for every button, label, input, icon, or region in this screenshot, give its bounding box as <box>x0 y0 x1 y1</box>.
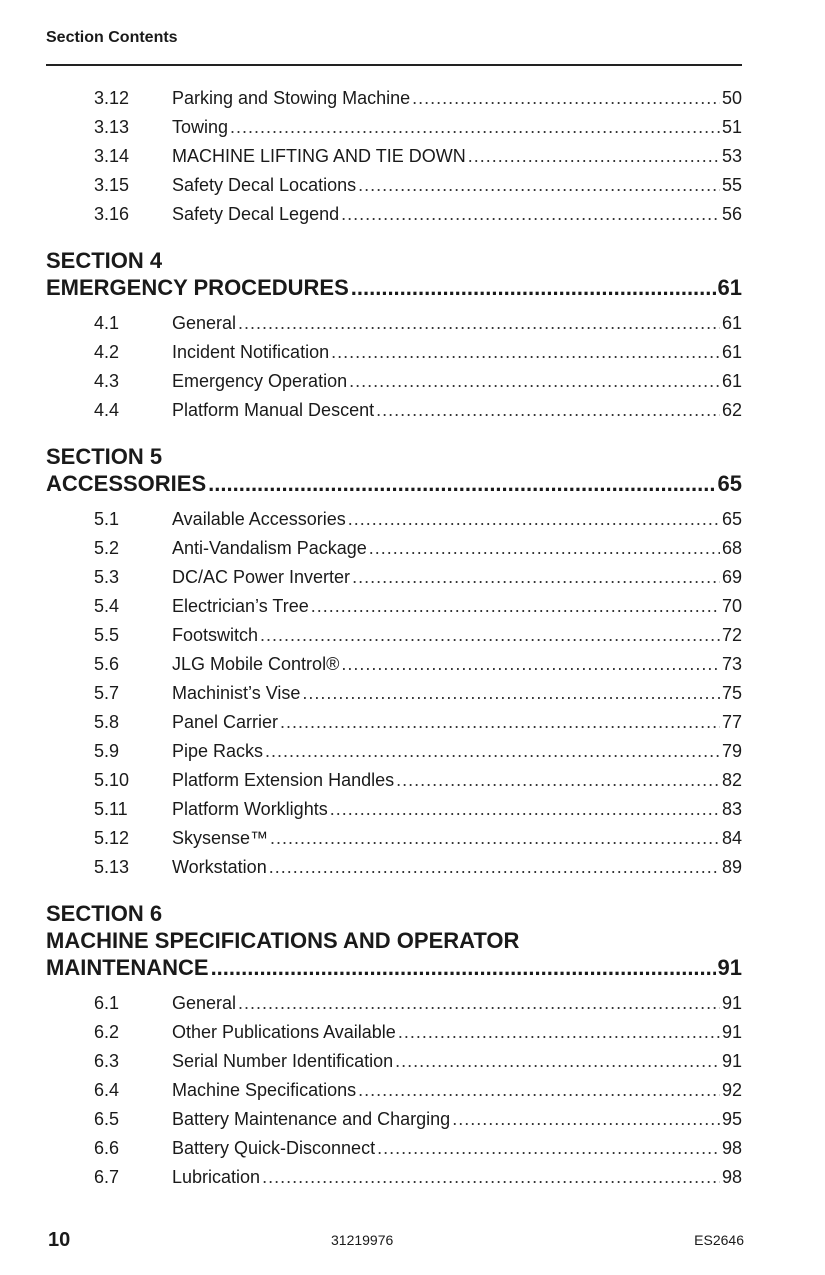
page-header <box>46 28 742 66</box>
dot-leader <box>269 853 720 882</box>
entry-page: 79 <box>721 741 742 761</box>
toc-entry[interactable] <box>46 708 742 737</box>
page-footer <box>46 1229 744 1253</box>
dot-leader <box>238 309 720 338</box>
toc-entry[interactable] <box>46 309 742 338</box>
toc-entry[interactable] <box>46 396 742 425</box>
entry-title: Battery Quick-Disconnect <box>172 1138 376 1158</box>
section-heading-line: SECTION 4 <box>46 248 163 273</box>
entry-number: 5.2 <box>94 538 120 558</box>
entry-page: 92 <box>721 1080 742 1100</box>
toc-entry[interactable] <box>46 1105 742 1134</box>
entry-page: 91 <box>721 1022 742 1042</box>
dot-leader <box>468 142 720 171</box>
entry-page: 50 <box>721 88 742 108</box>
entry-number: 6.1 <box>94 993 120 1013</box>
dot-leader <box>265 737 720 766</box>
dot-leader <box>358 171 720 200</box>
dot-leader <box>331 338 720 367</box>
entry-number: 5.11 <box>94 799 128 819</box>
section-heading-title: ACCESSORIES <box>46 471 207 496</box>
entry-page: 89 <box>721 857 742 877</box>
entry-page: 56 <box>721 204 742 224</box>
entry-page: 75 <box>721 683 742 703</box>
dot-leader <box>398 1018 720 1047</box>
entry-page: 82 <box>721 770 742 790</box>
entry-title: Available Accessories <box>172 509 346 529</box>
section-heading-line: SECTION 5 <box>46 444 163 469</box>
toc-entry[interactable] <box>46 592 742 621</box>
entry-page: 61 <box>721 371 742 391</box>
entry-title: Panel Carrier <box>172 712 279 732</box>
toc-entry[interactable] <box>46 989 742 1018</box>
toc-entry[interactable] <box>46 737 742 766</box>
section-heading-line: MACHINE SPECIFICATIONS AND OPERATOR <box>46 928 520 953</box>
entry-title: Anti-Vandalism Package <box>172 538 367 558</box>
entry-page: 84 <box>721 828 742 848</box>
dot-leader <box>302 679 720 708</box>
entry-page: 61 <box>721 313 742 333</box>
entry-page: 70 <box>721 596 742 616</box>
dot-leader <box>348 505 720 534</box>
table-of-contents <box>46 84 742 1192</box>
header-divider <box>46 64 742 66</box>
entry-number: 5.8 <box>94 712 120 732</box>
entry-number: 6.2 <box>94 1022 120 1042</box>
entry-number: 3.16 <box>94 204 130 224</box>
entry-number: 5.7 <box>94 683 120 703</box>
toc-entry[interactable] <box>46 1134 742 1163</box>
toc-section <box>46 443 742 882</box>
dot-leader <box>396 766 720 795</box>
entry-number: 6.5 <box>94 1109 120 1129</box>
dot-leader <box>358 1076 720 1105</box>
entry-page: 73 <box>721 654 742 674</box>
toc-entry[interactable] <box>46 766 742 795</box>
entry-title: Other Publications Available <box>172 1022 396 1042</box>
dot-leader <box>208 470 715 497</box>
section-heading[interactable] <box>46 443 742 497</box>
dot-leader <box>351 274 716 301</box>
entry-title: Towing <box>172 117 229 137</box>
footer-model: ES2646 <box>694 1232 744 1248</box>
section-entries <box>46 989 742 1192</box>
dot-leader <box>352 563 720 592</box>
entry-number: 4.3 <box>94 371 120 391</box>
entry-title: Serial Number Identification <box>172 1051 394 1071</box>
entry-number: 5.3 <box>94 567 120 587</box>
entry-number: 6.3 <box>94 1051 120 1071</box>
entry-page: 68 <box>721 538 742 558</box>
toc-entry[interactable] <box>46 650 742 679</box>
entry-title: Platform Extension Handles <box>172 770 395 790</box>
toc-entry[interactable] <box>46 367 742 396</box>
entry-title: Pipe Racks <box>172 741 264 761</box>
entry-title: Skysense™ <box>172 828 269 848</box>
section-page: 91 <box>717 955 742 980</box>
dot-leader <box>211 954 716 981</box>
entry-number: 5.1 <box>94 509 120 529</box>
entry-number: 4.2 <box>94 342 120 362</box>
entry-page: 77 <box>721 712 742 732</box>
toc-entry[interactable] <box>46 171 742 200</box>
dot-leader <box>395 1047 720 1076</box>
toc-entry[interactable] <box>46 853 742 882</box>
entry-page: 83 <box>721 799 742 819</box>
dot-leader <box>341 650 720 679</box>
entry-title: Emergency Operation <box>172 371 348 391</box>
entry-page: 98 <box>721 1167 742 1187</box>
dot-leader <box>311 592 720 621</box>
entry-title: DC/AC Power Inverter <box>172 567 351 587</box>
toc-entry[interactable] <box>46 1018 742 1047</box>
toc-entry[interactable] <box>46 113 742 142</box>
dot-leader <box>280 708 720 737</box>
section-heading[interactable] <box>46 900 742 981</box>
intro-entries <box>46 84 742 229</box>
entry-title: Machinist’s Vise <box>172 683 301 703</box>
section-heading-last-line <box>46 274 742 301</box>
entry-title: General <box>172 993 237 1013</box>
entry-title: Machine Specifications <box>172 1080 357 1100</box>
toc-section <box>46 900 742 1192</box>
toc-entry[interactable] <box>46 795 742 824</box>
toc-entry[interactable] <box>46 200 742 229</box>
entry-page: 95 <box>721 1109 742 1129</box>
toc-entry[interactable] <box>46 142 742 171</box>
entry-number: 6.6 <box>94 1138 120 1158</box>
entry-title: Platform Worklights <box>172 799 328 819</box>
entry-number: 5.6 <box>94 654 120 674</box>
dot-leader <box>330 795 720 824</box>
entry-page: 51 <box>721 117 742 137</box>
toc-entry[interactable] <box>46 679 742 708</box>
entry-number: 4.4 <box>94 400 120 420</box>
section-entries <box>46 505 742 882</box>
entry-title: General <box>172 313 237 333</box>
dot-leader <box>341 200 720 229</box>
toc-sections <box>46 247 742 1192</box>
section-page: 65 <box>717 471 742 496</box>
entry-page: 98 <box>721 1138 742 1158</box>
dot-leader <box>238 989 720 1018</box>
toc-entry[interactable] <box>46 505 742 534</box>
entry-page: 55 <box>721 175 742 195</box>
dot-leader <box>452 1105 720 1134</box>
entry-page: 65 <box>721 509 742 529</box>
entry-number: 5.12 <box>94 828 130 848</box>
entry-number: 6.4 <box>94 1080 120 1100</box>
toc-section <box>46 247 742 425</box>
dot-leader <box>262 1163 720 1192</box>
entry-number: 5.5 <box>94 625 120 645</box>
toc-entry[interactable] <box>46 84 742 113</box>
entry-title: Footswitch <box>172 625 259 645</box>
entry-number: 5.10 <box>94 770 130 790</box>
entry-page: 91 <box>721 1051 742 1071</box>
section-page: 61 <box>717 275 742 300</box>
header-title: Section Contents <box>46 29 178 46</box>
entry-number: 5.9 <box>94 741 120 761</box>
toc-entry[interactable] <box>46 1047 742 1076</box>
entry-page: 72 <box>721 625 742 645</box>
entry-page: 62 <box>721 400 742 420</box>
section-heading-title: EMERGENCY PROCEDURES <box>46 275 349 300</box>
entry-title: Parking and Stowing Machine <box>172 88 411 108</box>
toc-entry[interactable] <box>46 621 742 650</box>
toc-entry[interactable] <box>46 563 742 592</box>
entry-title: Electrician’s Tree <box>172 596 309 616</box>
section-heading-title: MAINTENANCE <box>46 955 209 980</box>
dot-leader <box>376 396 720 425</box>
entry-title: MACHINE LIFTING AND TIE DOWN <box>172 146 466 166</box>
entry-title: Safety Decal Locations <box>172 175 357 195</box>
entry-number: 5.4 <box>94 596 120 616</box>
dot-leader <box>377 1134 720 1163</box>
entry-title: Safety Decal Legend <box>172 204 340 224</box>
entry-title: Lubrication <box>172 1167 261 1187</box>
dot-leader <box>369 534 720 563</box>
entry-page: 53 <box>721 146 742 166</box>
entry-number: 3.12 <box>94 88 130 108</box>
entry-title: Battery Maintenance and Charging <box>172 1109 451 1129</box>
entry-title: JLG Mobile Control® <box>172 654 340 674</box>
dot-leader <box>349 367 720 396</box>
section-heading-line: SECTION 6 <box>46 901 163 926</box>
toc-entry[interactable] <box>46 824 742 853</box>
entry-number: 6.7 <box>94 1167 120 1187</box>
entry-number: 3.15 <box>94 175 130 195</box>
toc-entry[interactable] <box>46 534 742 563</box>
dot-leader <box>270 824 720 853</box>
footer-doc-number: 31219976 <box>331 1232 394 1248</box>
section-heading-last-line <box>46 954 742 981</box>
toc-entry[interactable] <box>46 1163 742 1192</box>
entry-number: 3.13 <box>94 117 130 137</box>
section-heading[interactable] <box>46 247 742 301</box>
dot-leader <box>260 621 720 650</box>
entry-title: Platform Manual Descent <box>172 400 375 420</box>
entry-number: 5.13 <box>94 857 130 877</box>
entry-page: 69 <box>721 567 742 587</box>
entry-page: 91 <box>721 993 742 1013</box>
entry-page: 61 <box>721 342 742 362</box>
dot-leader <box>412 84 720 113</box>
dot-leader <box>230 113 720 142</box>
toc-entry[interactable] <box>46 1076 742 1105</box>
toc-entry[interactable] <box>46 338 742 367</box>
entry-title: Workstation <box>172 857 267 877</box>
footer-page-number: 10 <box>48 1229 71 1251</box>
entry-number: 3.14 <box>94 146 130 166</box>
entry-title: Incident Notification <box>172 342 330 362</box>
entry-number: 4.1 <box>94 313 120 333</box>
section-heading-last-line <box>46 470 742 497</box>
section-entries <box>46 309 742 425</box>
